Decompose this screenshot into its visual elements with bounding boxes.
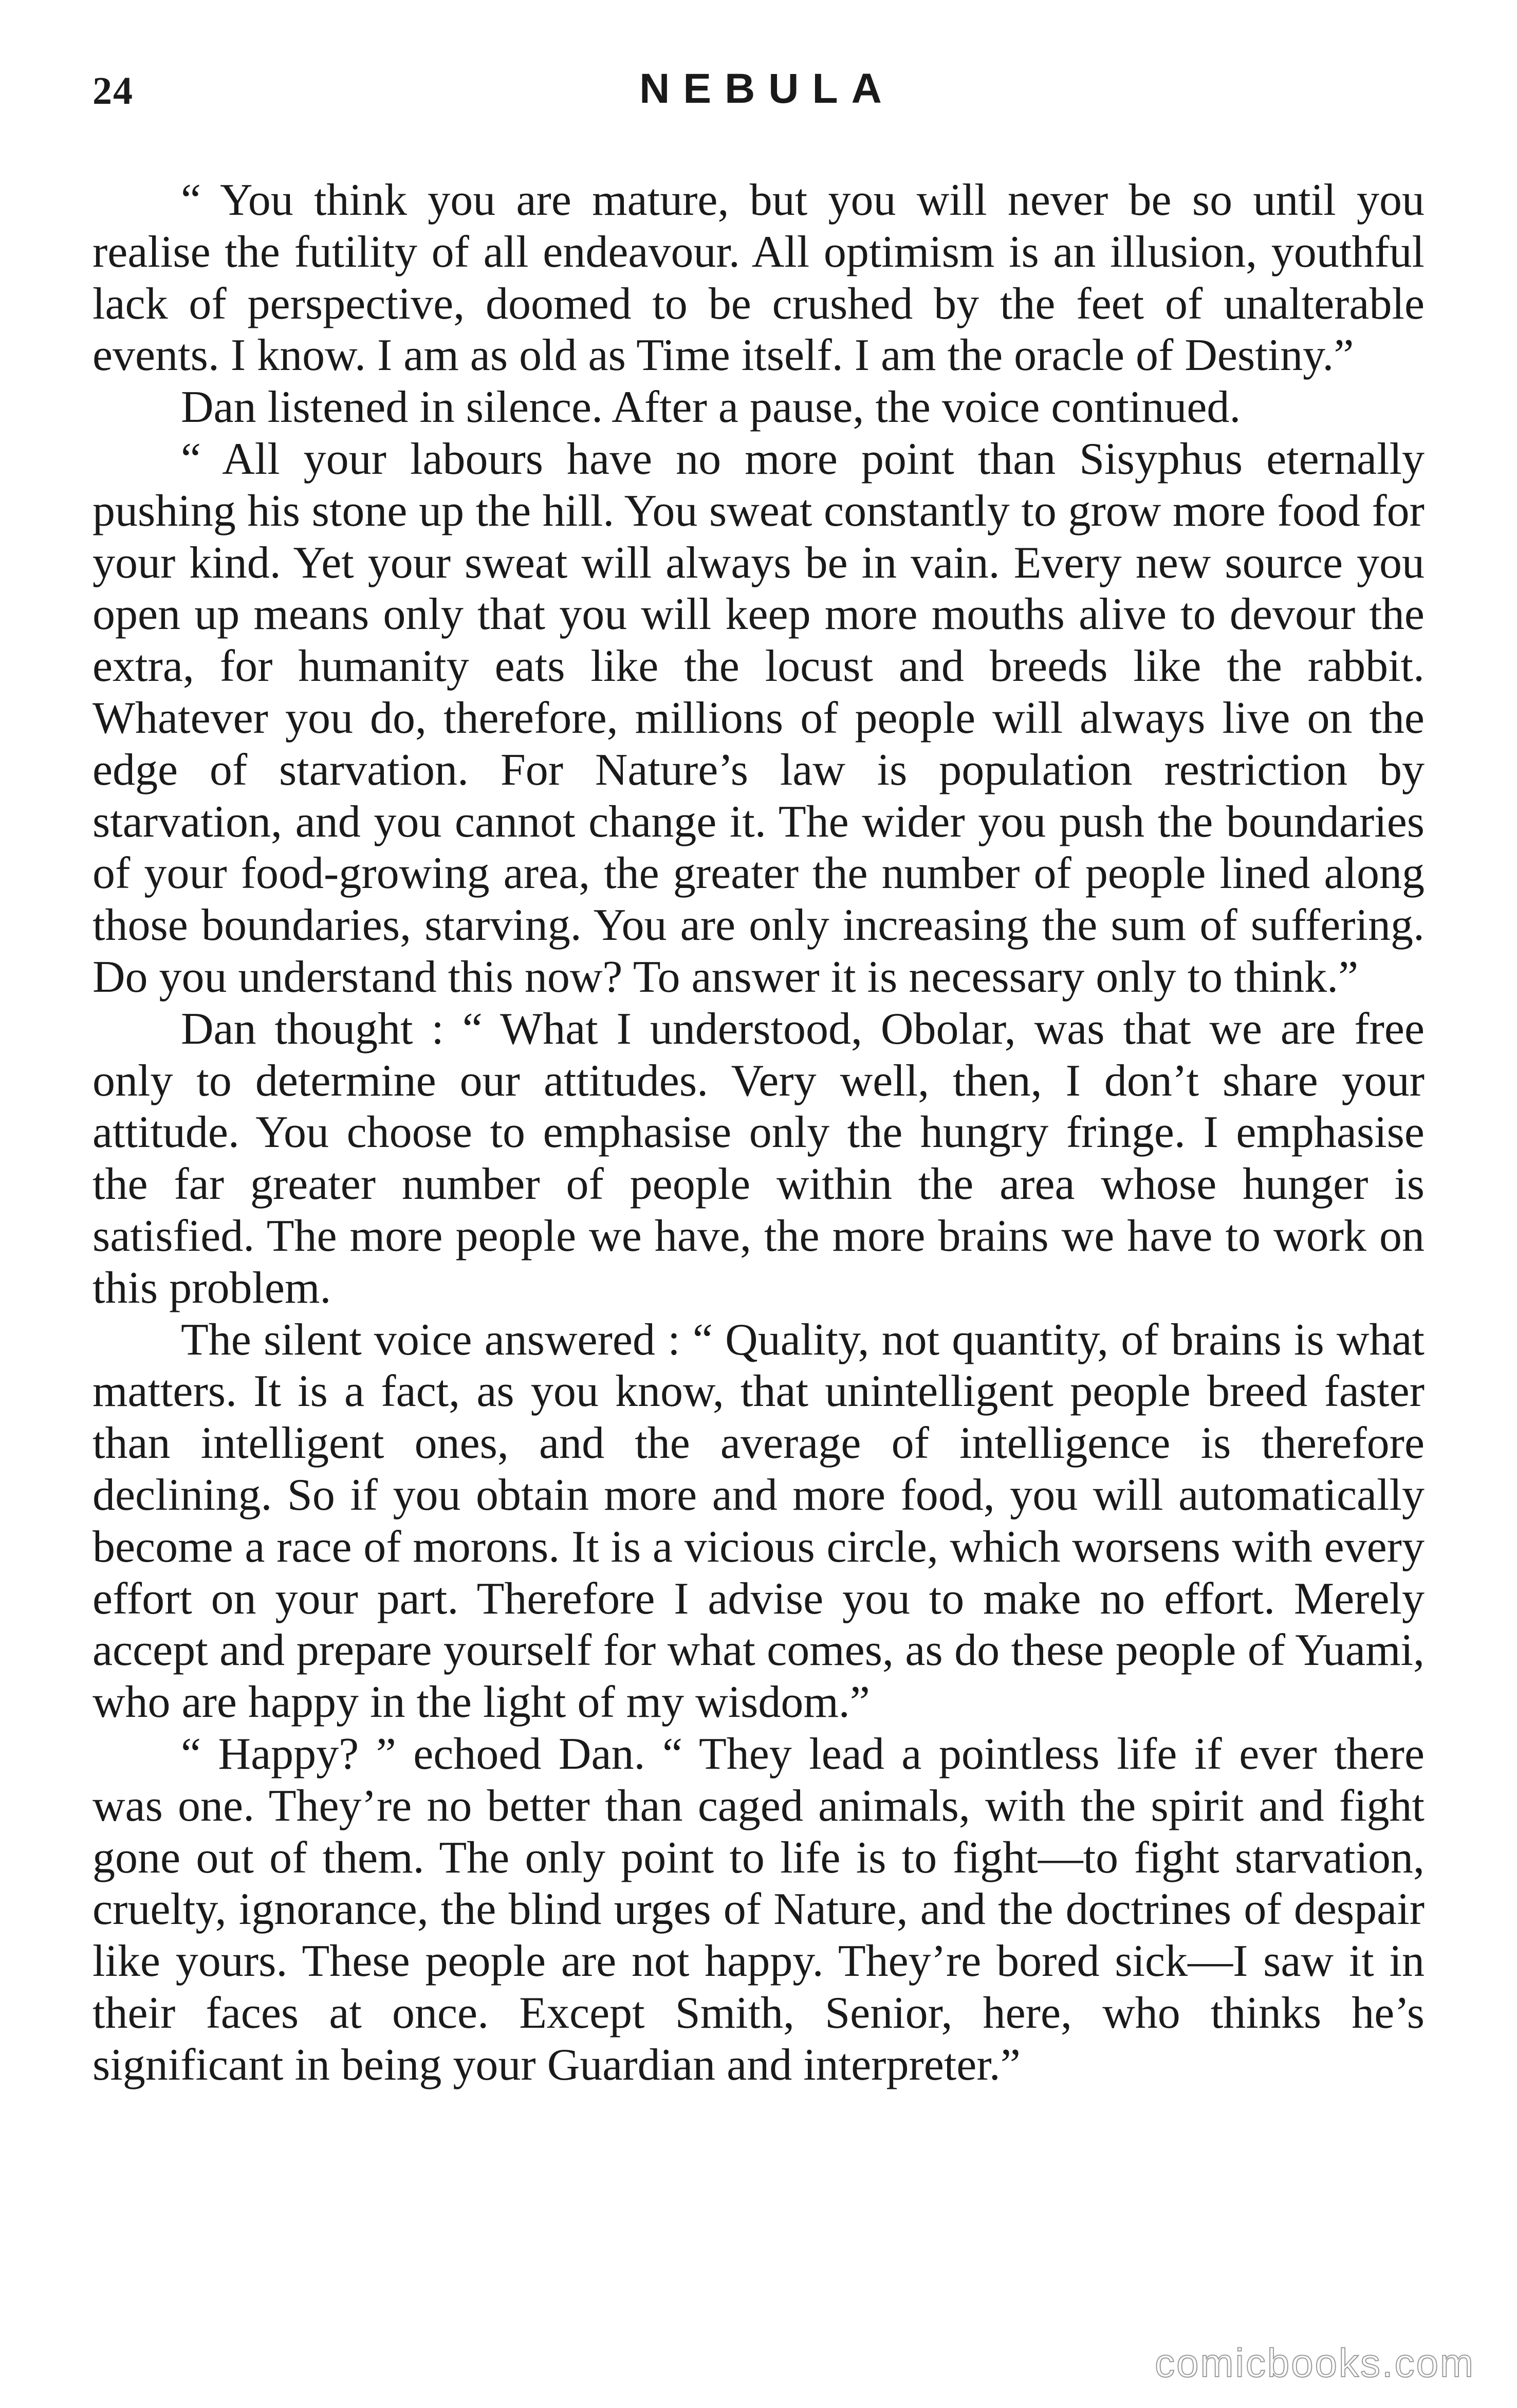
source-watermark: comicbooks.com	[1155, 2340, 1475, 2385]
paragraph: “ Happy? ” echoed Dan. “ They lead a pointless life if ever there was one. They’re no better than caged animals, with the spirit and fight gone out of them. The only point to life is to fight—to fight starvation, cruelty, ignorance, the blind urges of Nature, and the doctrines of despair like yours. These people are not happy. They’re bored sick—I saw it in their faces at once. Except Smith, Senior, here, who thinks he’s significant in being your Guardian and interpreter.”	[92, 1729, 1424, 2090]
paragraph: “ All your labours have no more point than Sisyphus eternally pushing his stone up the hill. You sweat constantly to grow more food for your kind. Yet your sweat will always be in vain. Every new source you open up means only that you will keep more mouths alive to devour the extra, for humanity eats like the locust and breeds like the rabbit. Whatever you do, therefore, millions of people will always live on the edge of starvation. For Nature’s law is population restriction by starvation, and you cannot change it. The wider you push the boundaries of your food-growing area, the greater the number of people lined along those boundaries, starving. You are only increasing the sum of suffering. Do you understand this now? To answer it is necessary only to think.”	[92, 434, 1424, 1002]
paragraph: Dan thought : “ What I understood, Obolar, was that we are free only to determine our attitudes. Very well, then, I don’t share your attitude. You choose to emphasise only the hungry fringe. I emphasise the far greater number of people within the area whose hunger is satisfied. The more people we have, the more brains we have to work on this problem.	[92, 1004, 1424, 1313]
running-title: NEBULA	[639, 65, 895, 112]
page-header	[92, 62, 1429, 128]
paragraph: The silent voice answered : “ Quality, not quantity, of brains is what matters. It is a fact, as you know, that unintelligent people breed faster than intelligent ones, and the average of intelligence is therefore declining. So if you obtain more and more food, you will automatically become a race of morons. It is a vicious circle, which worsens with every effort on your part. Therefore I advise you to make no effort. Merely accept and prepare yourself for what comes, as do these people of Yuami, who are happy in the light of my wisdom.”	[92, 1314, 1424, 1728]
page-number: 24	[92, 69, 134, 113]
body-text	[92, 175, 1424, 2091]
paragraph: “ You think you are mature, but you will never be so until you realise the futility of all endeavour. All optimism is an illusion, youthful lack of perspective, doomed to be crushed by the feet of unalterable events. I know. I am as old as Time itself. I am the oracle of Destiny.”	[92, 175, 1424, 381]
paragraph: Dan listened in silence. After a pause, the voice continued.	[181, 382, 1241, 433]
